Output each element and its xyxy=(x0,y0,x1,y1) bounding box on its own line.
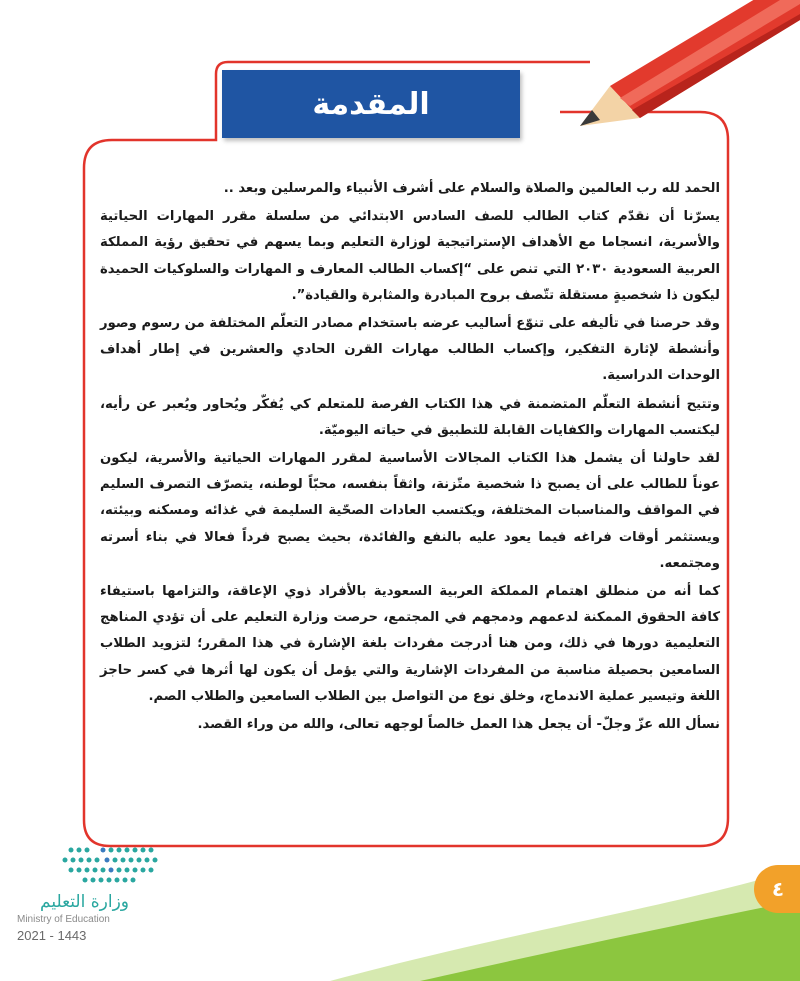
edition-year: 2021 - 1443 xyxy=(17,928,87,943)
pencil-icon xyxy=(580,0,800,126)
green-swoosh-dark xyxy=(420,900,800,981)
paragraph: يسرّنا أن نقدّم كتاب الطالب للصف السادس الابتدائي من سلسلة مقرر المهارات الحياتية والأسرية، انسجاما مع الأهداف الإستراتيجية لوزارة التعليم وبما يسهم في تحقيق رؤية المملكة العربية السعودية ٢٠٣٠ التي تنص على “إكساب الطالب المعارف و المهارات والسلوكيات الحميدة ليكون ذا شخصيةٍ مستقلة تتّصف بروح المبادرة والمثابرة والقيادة”. xyxy=(100,209,720,303)
intro-text xyxy=(100,176,720,740)
paragraph: لقد حاولنا أن يشمل هذا الكتاب المجالات الأساسية لمقرر المهارات الحياتية والأسرية، ليكون عوناً للطالب على أن يصبح ذا شخصية متّزنة، واثقاً بنفسه، محبّاً لوطنه، يتصرّف التصرف السليم في المواقف والمناسبات المختلفة، ويكتسب العادات الصحّية السليمة في غذائه ومسكنه وبيئته، ويستثمر أوقات فراغه فيما يعود عليه بالنفع والفائدة، بحيث يصبح فرداً فعالا في بناء أسرته ومجتمعه. xyxy=(100,451,720,571)
page-title: المقدمة xyxy=(312,86,430,122)
page-number: ٤ xyxy=(754,865,800,913)
paragraph: وقد حرصنا في تأليفه على تنوّع أساليب عرضه باستخدام مصادر التعلّم المختلفة من رسوم وصور وأنشطة لإثارة التفكير، وإكساب الطالب مهارات القرن الحادي والعشرين في إطار أهداف الوحدات الدراسية. xyxy=(100,316,720,384)
ministry-logo xyxy=(15,840,165,950)
paragraph: كما أنه من منطلق اهتمام المملكة العربية السعودية بالأفراد ذوي الإعاقة، والتزامها باستيفاء كافة الحقوق الممكنة لدعمهم ودمجهم في المجتمع، حرصت وزارة التعليم على أن تؤدي المناهج التعليمية دورها في ذلك، ومن هنا أدرجت مفردات بلغة الإشارة في هذا المقرر؛ لتزويد الطلاب السامعين بحصيلة مناسبة من المفردات الإشارية والتي يؤمل أن يكون لها أثرها في كسر حاجز اللغة وتيسير عملية الاندماج، وخلق نوع من التواصل بين الطلاب السامعين والطلاب الصم. xyxy=(100,584,720,704)
paragraph: الحمد لله رب العالمين والصلاة والسلام على أشرف الأنبياء والمرسلين وبعد .. xyxy=(223,181,720,196)
paragraph: نسأل الله عزّ وجلّ- أن يجعل هذا العمل خالصاً لوجهه تعالى، والله من وراء القصد. xyxy=(197,717,720,733)
paragraph: وتتيح أنشطة التعلّم المتضمنة في هذا الكتاب الفرصة للمتعلم كي يُفكّر ويُحاور ويُعبر عن رأيه، ليكتسب المهارات والكفايات القابلة للتطبيق في حياته اليوميّة. xyxy=(100,396,720,438)
ministry-name-arabic: وزارة التعليم xyxy=(40,892,129,912)
title-banner xyxy=(222,70,520,138)
ministry-name-english: Ministry of Education xyxy=(17,914,110,925)
dots-logo-icon xyxy=(15,840,165,890)
